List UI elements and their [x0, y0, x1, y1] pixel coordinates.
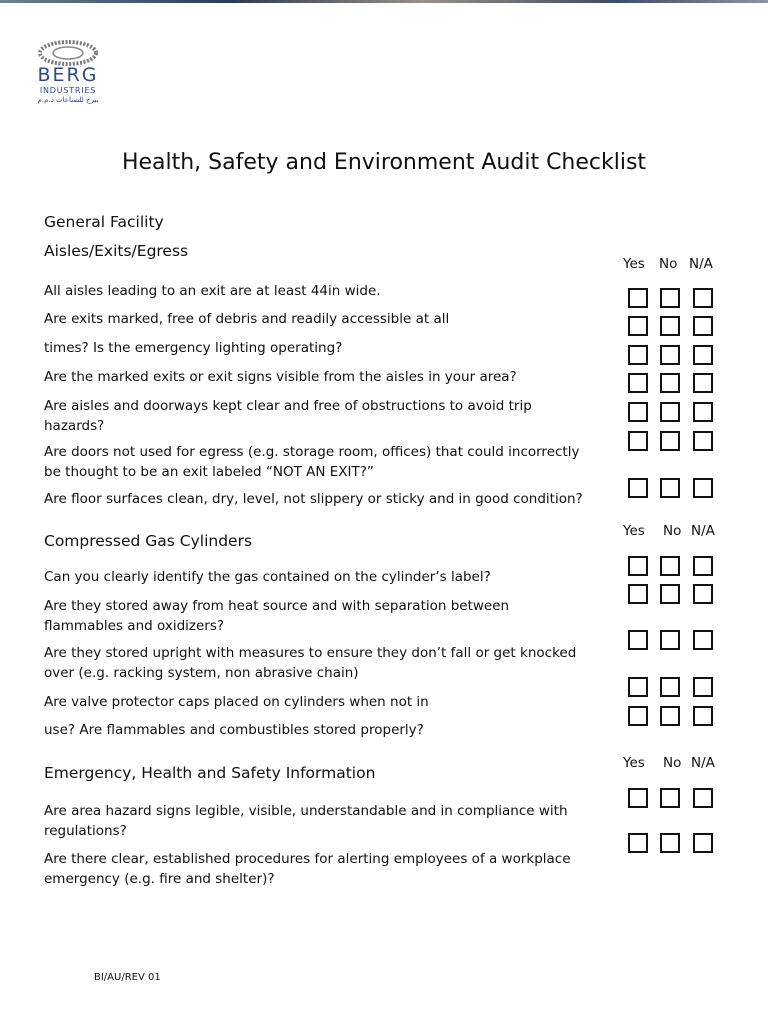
na-checkbox[interactable]	[693, 402, 713, 422]
document-revision-code: BI/AU/REV 01	[94, 972, 161, 983]
column-header-yes: Yes	[623, 256, 645, 272]
document-title: Health, Safety and Environment Audit Checklist	[121, 150, 647, 175]
no-checkbox[interactable]	[660, 316, 680, 336]
na-checkbox[interactable]	[693, 431, 713, 451]
yes-checkbox[interactable]	[628, 402, 648, 422]
no-checkbox[interactable]	[660, 833, 680, 853]
yes-checkbox[interactable]	[628, 706, 648, 726]
no-checkbox[interactable]	[660, 630, 680, 650]
na-checkbox[interactable]	[693, 316, 713, 336]
section-subheading-aisles: Aisles/Exits/Egress	[44, 242, 189, 260]
yes-checkbox[interactable]	[628, 630, 648, 650]
na-checkbox[interactable]	[693, 478, 713, 498]
yes-checkbox[interactable]	[628, 584, 648, 604]
checklist-question: Are floor surfaces clean, dry, level, not slippery or sticky and in good condition?	[44, 491, 583, 507]
logo-wordmark: BERG	[37, 64, 99, 86]
na-checkbox[interactable]	[693, 706, 713, 726]
logo-arabic-text: بيرج للصناعات ذ.م.م	[37, 96, 99, 104]
no-checkbox[interactable]	[660, 478, 680, 498]
na-checkbox[interactable]	[693, 677, 713, 697]
yes-checkbox[interactable]	[628, 677, 648, 697]
column-header-na: N/A	[691, 523, 715, 539]
na-checkbox[interactable]	[693, 345, 713, 365]
na-checkbox[interactable]	[693, 288, 713, 308]
section-heading-compressed-gas: Compressed Gas Cylinders	[44, 532, 253, 550]
column-header-yes: Yes	[623, 755, 645, 771]
na-checkbox[interactable]	[693, 788, 713, 808]
section-heading-general-facility: General Facility	[44, 213, 164, 231]
no-checkbox[interactable]	[660, 677, 680, 697]
column-header-no: No	[663, 755, 682, 771]
no-checkbox[interactable]	[660, 345, 680, 365]
column-header-no: No	[659, 256, 678, 272]
logo-subtitle: INDUSTRIES	[39, 86, 97, 95]
checklist-question: Are exits marked, free of debris and readily accessible at all	[44, 311, 450, 327]
no-checkbox[interactable]	[660, 584, 680, 604]
column-header-yes: Yes	[623, 523, 645, 539]
yes-checkbox[interactable]	[628, 556, 648, 576]
column-header-na: N/A	[689, 256, 713, 272]
no-checkbox[interactable]	[660, 431, 680, 451]
logo-emblem-icon	[36, 40, 100, 66]
top-border	[0, 0, 768, 3]
checklist-question: Are doors not used for egress (e.g. storage room, offices) that could incorrectly be thought to be an exit labeled “NOT AN EXIT?”	[44, 444, 580, 480]
yes-checkbox[interactable]	[628, 345, 648, 365]
yes-checkbox[interactable]	[628, 478, 648, 498]
column-header-na: N/A	[691, 755, 715, 771]
yes-checkbox[interactable]	[628, 788, 648, 808]
checklist-question: Are the marked exits or exit signs visible from the aisles in your area?	[44, 369, 517, 385]
company-logo	[28, 40, 108, 106]
na-checkbox[interactable]	[693, 630, 713, 650]
na-checkbox[interactable]	[693, 373, 713, 393]
yes-checkbox[interactable]	[628, 373, 648, 393]
yes-checkbox[interactable]	[628, 833, 648, 853]
yes-checkbox[interactable]	[628, 288, 648, 308]
no-checkbox[interactable]	[660, 373, 680, 393]
yes-checkbox[interactable]	[628, 431, 648, 451]
checklist-question: Are they stored upright with measures to ensure they don’t fall or get knocked over (e.g. racking system, non abrasive chain)	[44, 645, 577, 681]
no-checkbox[interactable]	[660, 556, 680, 576]
no-checkbox[interactable]	[660, 288, 680, 308]
checklist-question: Can you clearly identify the gas contained on the cylinder’s label?	[44, 569, 491, 585]
no-checkbox[interactable]	[660, 788, 680, 808]
na-checkbox[interactable]	[693, 833, 713, 853]
yes-checkbox[interactable]	[628, 316, 648, 336]
checklist-question: Are there clear, established procedures for alerting employees of a workplace emergency (e.g. fire and shelter)?	[44, 851, 571, 887]
checklist-question: Are aisles and doorways kept clear and free of obstructions to avoid trip hazards?	[44, 398, 532, 434]
na-checkbox[interactable]	[693, 556, 713, 576]
checklist-question: Are valve protector caps placed on cylinders when not in	[44, 694, 429, 710]
no-checkbox[interactable]	[660, 402, 680, 422]
na-checkbox[interactable]	[693, 584, 713, 604]
no-checkbox[interactable]	[660, 706, 680, 726]
checklist-question: Are they stored away from heat source and with separation between flammables and oxidizers?	[44, 598, 510, 634]
checklist-question: times? Is the emergency lighting operating?	[44, 340, 343, 356]
section-heading-emergency-info: Emergency, Health and Safety Information	[44, 764, 376, 782]
checklist-question: Are area hazard signs legible, visible, understandable and in compliance with regulations?	[44, 803, 568, 839]
checklist-question: use? Are flammables and combustibles stored properly?	[44, 722, 424, 738]
checklist-question: All aisles leading to an exit are at least 44in wide.	[44, 283, 381, 299]
column-header-no: No	[663, 523, 682, 539]
